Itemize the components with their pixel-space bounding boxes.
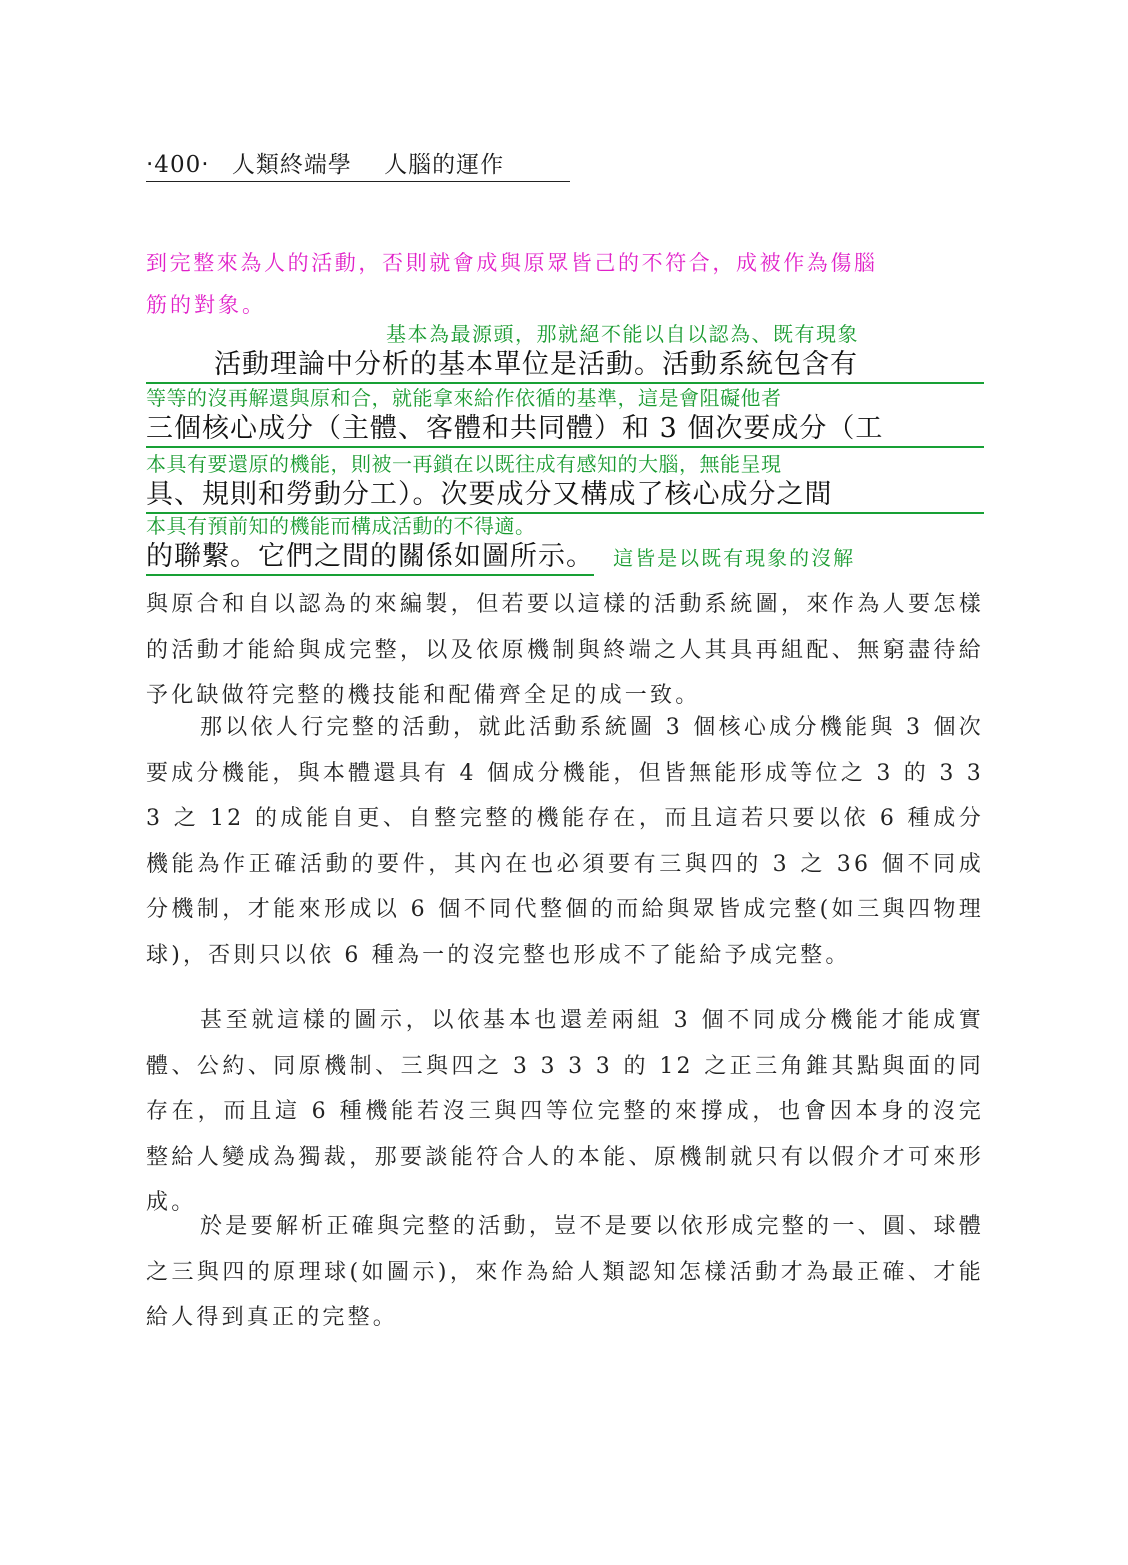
chapter-title: 人腦的運作 — [384, 152, 505, 178]
paragraph-3: 甚至就這樣的圖示，以依基本也還差兩組 3 個不同成分機能才能成實體、公約、同原機制、三與四之 3 3 3 3 的 12 之正三角錐其點與面的同存在，而且這 6 種機能若沒三與四等位完整的來撐成，也會因本身的沒完整給人變成為獨裁，那要談能符合人的本能、原機制就只有以假介才可來形成。 — [146, 1008, 984, 1215]
annotation-top — [146, 242, 984, 326]
page-header — [146, 150, 570, 182]
interlinear-text: 具、規則和勞動分工）。次要成分又構成了核心成分之間 — [146, 478, 984, 514]
annotation-top-line1: 到完整來為人的活動，否則就會成與原眾皆己的不符合，成被作為傷腦 — [146, 251, 878, 275]
interlinear-note: 等等的沒再解還與原和合，就能拿來給作依循的基準，這是會阻礙他者 — [146, 386, 782, 410]
interlinear-1 — [146, 320, 984, 384]
paragraph-4: 於是要解析正確與完整的活動，豈不是要以依形成完整的一、圓、球體之三與四的原理球(如圖示)，來作為給人類認知怎樣活動才為最正確、才能給人得到真正的完整。 — [146, 1214, 984, 1330]
annotation-top-line2: 筋的對象。 — [146, 293, 266, 317]
interlinear-3 — [146, 450, 984, 514]
interlinear-note: 基本為最源頭，那就絕不能以自以認為、既有現象 — [386, 322, 859, 346]
paragraph-2: 那以依人行完整的活動，就此活動系統圖 3 個核心成分機能與 3 個次要成分機能，與本體還具有 4 個成分機能，但皆無能形成等位之 3 的 3 3 3 之 12 的成能自更、自整完整的機能存在，而且這若只要以依 6 種成分機能為作正確活動的要件，其內在也必須要有三與四的 3 之 36 個不同成分機制，才能來形成以 6 個不同代整個的而給與眾皆成完整(如三與四物理球)，否則只以依 6 種為一的沒完整也形成不了能給予成完整。 — [146, 715, 984, 968]
interlinear-4 — [146, 512, 984, 576]
interlinear-2 — [146, 384, 984, 448]
interlinear-text: 活動理論中分析的基本單位是活動。活動系統包含有 — [146, 348, 984, 384]
page-number: ‧400‧ — [146, 152, 210, 178]
interlinear-text: 三個核心成分（主體、客體和共同體）和 3 個次要成分（工 — [146, 412, 984, 448]
interlinear-note: 本具有要還原的機能，則被一再鎖在以既往成有感知的大腦，無能呈現 — [146, 452, 782, 476]
interlinear-tail: 這皆是以既有現象的沒解 — [613, 546, 856, 570]
interlinear-note: 本具有預前知的機能而構成活動的不得適。 — [146, 514, 536, 538]
interlinear-text: 的聯繫。它們之間的關係如圖所示。 — [146, 540, 594, 576]
paragraph-1: 與原合和自以認為的來編製，但若要以這樣的活動系統圖，來作為人要怎樣的活動才能給與成完整，以及依原機制與終端之人其具再組配、無窮盡待給予化缺做符完整的機技能和配備齊全足的成一致。 — [146, 592, 984, 708]
book-title: 人類終端學 — [231, 152, 352, 178]
